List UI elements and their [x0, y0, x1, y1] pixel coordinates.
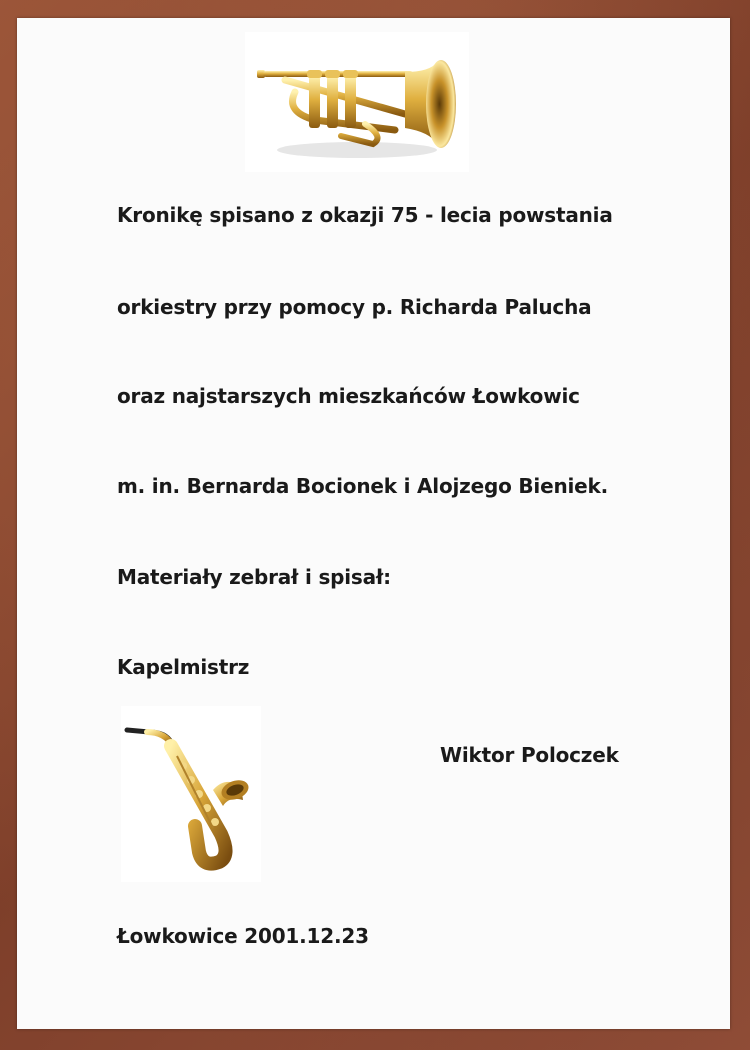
chronicle-line-3: oraz najstarszych mieszkańców Łowkowic — [117, 384, 580, 408]
chronicle-line-2: orkiestry przy pomocy p. Richarda Palucha — [117, 295, 592, 319]
place-and-date: Łowkowice 2001.12.23 — [117, 924, 369, 948]
signature-name: Wiktor Poloczek — [440, 743, 619, 767]
chronicle-line-1: Kronikę spisano z okazji 75 - lecia powstania — [117, 203, 613, 227]
saxophone-icon — [121, 706, 261, 882]
collected-by-label: Materiały zebrał i spisał: — [117, 565, 391, 589]
chronicle-line-4: m. in. Bernarda Bocionek i Alojzego Bieniek. — [117, 474, 608, 498]
trumpet-icon — [245, 32, 469, 172]
bandmaster-label: Kapelmistrz — [117, 655, 250, 679]
chronicle-page — [17, 18, 730, 1029]
